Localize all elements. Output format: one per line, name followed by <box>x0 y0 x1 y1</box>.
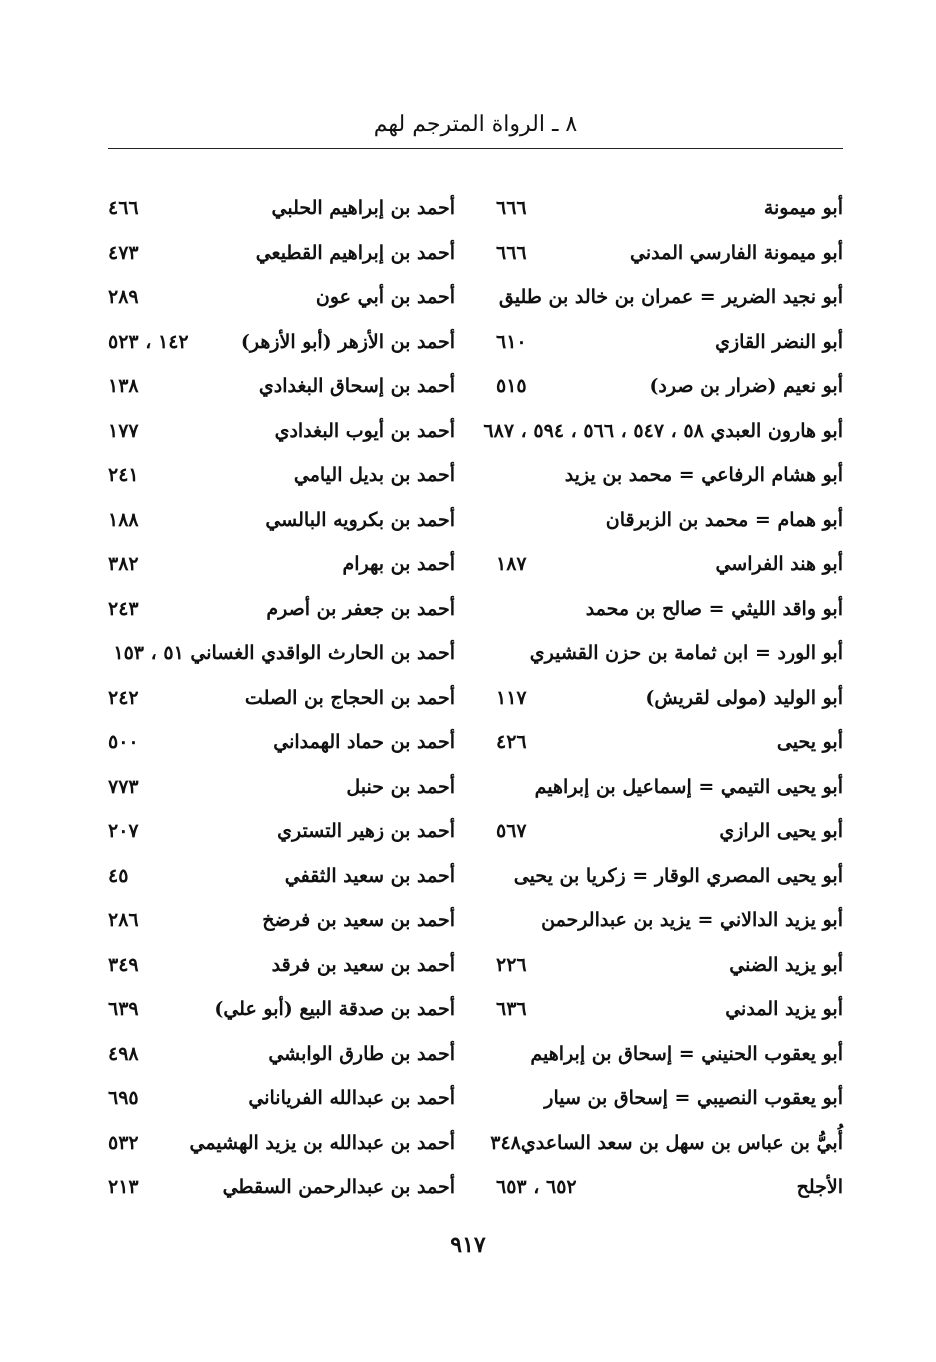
entry-pages: ٦٩٥ <box>108 1087 139 1110</box>
page-header <box>108 104 843 149</box>
index-entry <box>108 1121 455 1166</box>
index-entry <box>108 364 455 409</box>
entry-pages: ٦٣٩ <box>108 998 139 1021</box>
entry-pages: ٢٤١ <box>108 464 139 487</box>
index-entry <box>108 765 455 810</box>
entry-pages: ١٣٨ <box>108 375 139 398</box>
index-entry <box>108 720 455 765</box>
entry-pages: ٦١٠ <box>496 330 527 353</box>
entry-pages: ٢١٣ <box>108 1176 139 1199</box>
entry-pages: ٥٣٢ <box>108 1131 139 1154</box>
entry-name: أحمد بن عبدالرحمن السقطي <box>222 1176 455 1199</box>
entry-name: أبو هارون العبدي ٥٨ ، ٥٤٧ ، ٥٦٦ ، ٥٩٤ ، ٦٨٧ <box>483 419 843 442</box>
index-entry <box>108 498 455 543</box>
entry-pages: ١٨٨ <box>108 508 139 531</box>
index-column-left <box>108 186 455 1210</box>
entry-pages: ٣٤٨ <box>490 1131 521 1154</box>
page-number: ٩١٧ <box>450 1232 486 1258</box>
index-entry <box>483 409 843 454</box>
entry-name: أبو هند الفراسي <box>715 553 843 576</box>
entry-name: أبو واقد الليثي = صالح بن محمد <box>585 597 843 620</box>
index-entry <box>108 275 455 320</box>
entry-pages: ٤٢٦ <box>496 731 527 754</box>
index-entry <box>490 1121 843 1166</box>
entry-name: أحمد بن سعيد بن فرضخ <box>262 909 455 932</box>
index-entry <box>496 231 843 276</box>
index-entry <box>496 1076 843 1121</box>
index-entry <box>496 676 843 721</box>
entry-pages: ٥٦٧ <box>496 820 527 843</box>
entry-name: أبو ميمونة <box>763 197 843 220</box>
entry-name: أحمد بن الأزهر (أبو الأزهر) <box>240 330 455 353</box>
entry-name: أبو يزيد الضني <box>729 953 843 976</box>
index-entry <box>108 898 455 943</box>
entry-name: أبو همام = محمد بن الزبرقان <box>605 508 843 531</box>
index-column-right <box>483 186 843 1210</box>
entry-pages: ٢٤٣ <box>108 597 139 620</box>
index-entry <box>496 1165 843 1210</box>
index-entry <box>496 809 843 854</box>
entry-pages: ٢٨٩ <box>108 286 139 309</box>
index-entry <box>496 631 843 676</box>
index-entry <box>108 631 455 676</box>
index-entry <box>496 186 843 231</box>
entry-name: أبو يحيى التيمي = إسماعيل بن إبراهيم <box>534 775 843 798</box>
entry-name: أحمد بن زهير التستري <box>277 820 455 843</box>
entry-name: أحمد بن سعيد الثقفي <box>284 864 455 887</box>
entry-pages: ٧٧٣ <box>108 775 139 798</box>
entry-name: أحمد بن بهرام <box>342 553 455 576</box>
entry-pages: ٣٤٩ <box>108 953 139 976</box>
entry-name: أحمد بن صدقة البيع (أبو علي) <box>214 998 455 1021</box>
entry-name: أحمد بن الحارث الواقدي الغساني ٥١ ، ١٥٣ <box>113 642 455 665</box>
entry-pages: ٤٧٣ <box>108 241 139 264</box>
index-entry <box>496 453 843 498</box>
entry-name: أُبيُّ بن عباس بن سهل بن سعد الساعدي <box>520 1131 843 1154</box>
entry-name: أحمد بن أيوب البغدادي <box>274 419 455 442</box>
entry-pages: ٢٠٧ <box>108 820 139 843</box>
index-entry <box>496 898 843 943</box>
index-entry <box>496 854 843 899</box>
index-entry <box>108 943 455 988</box>
index-entry <box>108 542 455 587</box>
entry-pages: ٦٥٢ ، ٦٥٣ <box>496 1176 577 1199</box>
index-entry <box>108 231 455 276</box>
entry-name: أبو الوليد (مولى لقريش) <box>645 686 843 709</box>
index-entry <box>108 854 455 899</box>
entry-pages: ٦٦٦ <box>496 241 527 264</box>
entry-name: أحمد بن طارق الوابشي <box>268 1042 455 1065</box>
entry-pages: ٤٩٨ <box>108 1042 139 1065</box>
entry-pages: ٢٢٦ <box>496 953 527 976</box>
entry-pages: ٤٦٦ <box>108 197 139 220</box>
entry-name: أحمد بن جعفر بن أصرم <box>266 597 455 620</box>
index-entry <box>496 587 843 632</box>
index-entry <box>496 498 843 543</box>
index-entry <box>108 1165 455 1210</box>
entry-pages: ١٨٧ <box>496 553 527 576</box>
entry-pages: ٢٤٢ <box>108 686 139 709</box>
entry-name: أبو يحيى <box>776 731 843 754</box>
entry-name: أحمد بن بديل اليامي <box>293 464 455 487</box>
entry-name: أحمد بن الحجاج بن الصلت <box>244 686 455 709</box>
entry-pages: ١٧٧ <box>108 419 139 442</box>
entry-name: أبو النضر القازي <box>715 330 843 353</box>
entry-pages: ١١٧ <box>496 686 527 709</box>
index-entry <box>108 987 455 1032</box>
index-entry <box>108 320 455 365</box>
index-entry <box>108 409 455 454</box>
index-entry <box>108 587 455 632</box>
index-entry <box>108 1076 455 1121</box>
index-entry <box>108 186 455 231</box>
entry-name: أحمد بن بكرويه البالسي <box>265 508 455 531</box>
index-entry <box>108 676 455 721</box>
index-entry <box>496 987 843 1032</box>
entry-name: أبو يزيد الدالاني = يزيد بن عبدالرحمن <box>541 909 843 932</box>
entry-pages: ٢٨٦ <box>108 909 139 932</box>
index-entry <box>496 320 843 365</box>
entry-name: أبو يعقوب النصيبي = إسحاق بن سيار <box>544 1087 843 1110</box>
entry-name: أحمد بن عبدالله بن يزيد الهشيمي <box>189 1131 455 1154</box>
entry-pages: ٥١٥ <box>496 375 527 398</box>
entry-name: أبو يحيى المصري الوقار = زكريا بن يحيى <box>513 864 843 887</box>
index-entry <box>496 542 843 587</box>
index-entry <box>496 275 843 320</box>
index-entry <box>108 809 455 854</box>
page-title: ٨ ـ الرواة المترجم لهم <box>373 112 578 137</box>
entry-name: أبو نجيد الضرير = عمران بن خالد بن طليق <box>498 286 843 309</box>
index-entry <box>496 765 843 810</box>
entry-name: أبو ميمونة الفارسي المدني <box>630 241 843 264</box>
entry-name: أحمد بن إسحاق البغدادي <box>258 375 455 398</box>
index-entry <box>108 453 455 498</box>
entry-name: أبو الورد = ابن ثمامة بن حزن القشيري <box>529 642 843 665</box>
entry-name: الأجلح <box>796 1176 843 1199</box>
index-entry <box>496 364 843 409</box>
index-entry <box>108 1032 455 1077</box>
entry-name: أحمد بن حماد الهمداني <box>273 731 455 754</box>
index-entry <box>496 720 843 765</box>
entry-name: أحمد بن عبدالله الفرياناني <box>248 1087 455 1110</box>
entry-pages: ٥٠٠ <box>108 731 139 754</box>
entry-pages: ٣٨٢ <box>108 553 139 576</box>
entry-name: أحمد بن سعيد بن فرقد <box>271 953 455 976</box>
entry-pages: ٦٦٦ <box>496 197 527 220</box>
entry-name: أحمد بن إبراهيم القطيعي <box>255 241 455 264</box>
entry-name: أحمد بن إبراهيم الحلبي <box>271 197 455 220</box>
entry-pages: ٦٣٦ <box>496 998 527 1021</box>
entry-name: أبو نعيم (ضرار بن صرد) <box>649 375 843 398</box>
entry-name: أحمد بن أبي عون <box>315 286 455 309</box>
index-entry <box>496 943 843 988</box>
entry-name: أبو هشام الرفاعي = محمد بن يزيد <box>564 464 843 487</box>
entry-pages: ١٤٢ ، ٥٢٣ <box>108 330 189 353</box>
entry-pages: ٤٥ <box>108 864 129 887</box>
entry-name: أبو يعقوب الحنيني = إسحاق بن إبراهيم <box>530 1042 843 1065</box>
entry-name: أبو يحيى الرازي <box>719 820 843 843</box>
entry-name: أحمد بن حنبل <box>346 775 455 798</box>
entry-name: أبو يزيد المدني <box>725 998 843 1021</box>
index-entry <box>496 1032 843 1077</box>
